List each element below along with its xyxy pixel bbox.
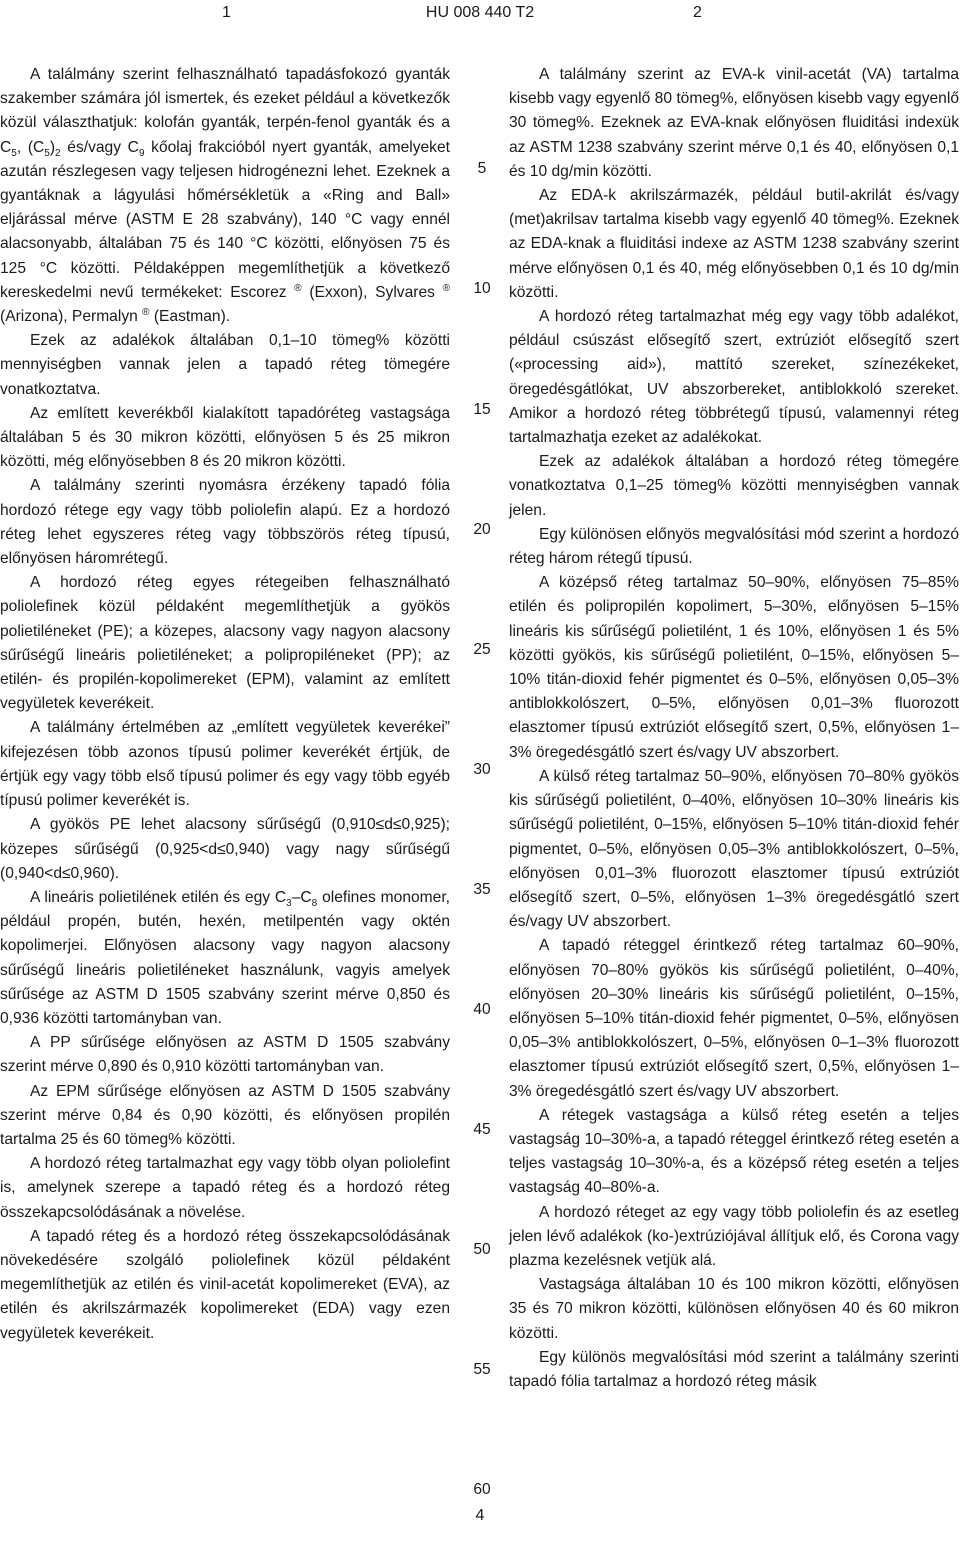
right-column xyxy=(509,63,959,1394)
line-number: 20 xyxy=(473,521,491,538)
paragraph: A rétegek vastagsága a külső réteg esetén a teljes vastagság 10–30%-a, a tapadó réteggel érintkező réteg esetén a teljes vastagság 10–30%-a, és a középső réteg esetén a teljes vastagság 40–80%-a. xyxy=(509,1106,959,1197)
paragraph: Ezek az adalékok általában a hordozó réteg tömegére vonatkoztatva 0,1–25 tömeg% közötti mennyiségben vannak jelen. xyxy=(509,453,959,519)
paragraph: Az EDA-k akrilszármazék, például butil-akrilát és/vagy (met)akrilsav tartalma kisebb vagy egyenlő 40 tömeg%. Ezeknek az EDA-knak a fluiditási indexe az ASTM 1238 szabvány szerint mérve előnyösen 0,1 és 40, még előnyösebben 0,1 és 10 dg/min közötti. xyxy=(509,187,959,301)
paragraph: Az EPM sűrűsége előnyösen az ASTM D 1505 szabvány szerint mérve 0,84 és 0,90 közötti, és előnyösen propilén tartalma 25 és 60 tömeg% közötti. xyxy=(0,1082,450,1148)
line-number: 55 xyxy=(473,1361,491,1378)
line-number: 15 xyxy=(473,401,491,418)
paragraph: Vastagsága általában 10 és 100 mikron közötti, előnyösen 35 és 70 mikron közötti, különösen előnyösen 40 és 60 mikron közötti. xyxy=(509,1276,959,1342)
line-number: 10 xyxy=(473,280,491,297)
paragraph: Az említett keverékből kialakított tapadóréteg vastagsága általában 5 és 30 mikron közötti, előnyösen 5 és 25 mikron közötti, még előnyösebben 8 és 20 mikron közötti. xyxy=(0,404,450,471)
paragraph: A tapadó réteggel érintkező réteg tartalmaz 60–90%, előnyösen 70–80% gyökös kis sűrűségű polietilént, 0–40%, előnyösen 20–30% lineáris kis sűrűségű polietilént, 0–15%, előnyösen 5–10% titán-dioxid fehér pigmentet, 0–5%, előnyösen 0,05–3% antiblokkolószert, 0–5%, előnyösen 0–1–3% fluorozott elasztomer típusú extrúziót elősegítő szert, 0,5%, előnyösen 1–3% öregedésgátló szert és/vagy UV abszorbert. xyxy=(509,937,959,1100)
paragraph: A találmány szerint felhasználható tapadásfokozó gyanták szakember számára jól ismertek, és ezeket például a következők közül választhatjuk: kolofán gyanták, terpén-fenol gyanták és a $C_5$, $(C_5)_2$ és/vagy $C_9$ kőolaj frakcióból nyert gyanták, amelyeket azután részlegesen vagy teljesen hidrogénezni lehet. Ezeknek a gyantáknak a lágyulási hőmérsékletük a «Ring and Ball» eljárással mérve (ASTM E 28 szabvány), 140 °C vagy ennél alacsonyabb, általában 75 és 140 °C közötti, előnyösen 75 és 125 °C közötti. Példaképpen megemlíthetjük a következő kereskedelmi nevű termékeket: Escorez ® (Exxon), Sylvares ® (Arizona), Permalyn ® (Eastman). xyxy=(0,66,450,326)
paragraph: A találmány szerint az EVA-k vinil-acetát (VA) tartalma kisebb vagy egyenlő 80 tömeg%, előnyösen kisebb vagy egyenlő 30 tömeg%. Ezeknek az EVA-knak előnyösen fluiditási indexük az ASTM 1238 szabvány szerint mérve 0,1 és 40, előnyösen 0,1 és 10 dg/min közötti. xyxy=(509,66,959,180)
paragraph: A PP sűrűsége előnyösen az ASTM D 1505 szabvány szerint mérve 0,890 és 0,910 közötti tartományban van. xyxy=(0,1034,450,1076)
paragraph: Egy különös megvalósítási mód szerint a találmány szerinti tapadó fólia tartalmaz a hordozó réteg másik xyxy=(509,1348,959,1390)
line-number: 35 xyxy=(473,881,491,898)
paragraph: A találmány szerinti nyomásra érzékeny tapadó fólia hordozó rétege egy vagy több poliolefin alapú. Ez a hordozó réteg lehet egyszeres réteg vagy többszörös réteg típusú, előnyösen háromrétegű. xyxy=(0,477,450,568)
paragraph: Egy különösen előnyös megvalósítási mód szerint a hordozó réteg három rétegű típusú. xyxy=(509,525,959,568)
paragraph: A tapadó réteg és a hordozó réteg összekapcsolódásának növekedésére szolgáló poliolefinek közül példaként megemlíthetjük az etilén és vinil-acetát kopolimereket (EVA), az etilén és akrilszármazék kopolimereket (EDA) vagy ezen vegyületek keverékeit. xyxy=(0,1227,450,1342)
line-number: 50 xyxy=(473,1241,491,1258)
right-page-number: 2 xyxy=(693,4,702,21)
paragraph: A hordozó réteg tartalmazhat még egy vagy több adalékot, például csúszást elősegítő szert, extrúziót elősegítő szert («processing aid»), mattító szereket, színezékeket, öregedésgátlókat, UV abszorbereket, antiblokkoló szereket. Amikor a hordozó réteg többrétegű típusú, valamennyi réteg tartalmazhatja ezeket az adalékokat. xyxy=(509,308,959,447)
paragraph: A középső réteg tartalmaz 50–90%, előnyösen 75–85% etilén és polipropilén kopolimert, 5–30%, előnyösen 5–15% lineáris kis sűrűségű polietilént, 1 és 10%, előnyösen 1 és 5% közötti gyökös, kis sűrűségű polietilént, 0–15%, előnyösen 5–10% titán-dioxid fehér pigmentet és 0–5%, előnyösen 0,05–3% antiblokkolószert, 0–5%, előnyösen 0,01–3% fluorozott elasztomer típusú extrúziót elősegítő szert, 0,5%, előnyösen 1–3% öregedésgátló szert és/vagy UV abszorbert. xyxy=(509,574,959,761)
document-id: HU 008 440 T2 xyxy=(425,4,535,21)
line-number: 60 xyxy=(473,1481,491,1498)
paragraph: A hordozó réteg egyes rétegeiben felhasználható poliolefinek közül példaként megemlíthetjük a gyökös polietiléneket (PE); a közepes, alacsony vagy nagyon alacsony sűrűségű lineáris polietiléneket; a polipropiléneket (PP); az etilén- és propilén-kopolimereket (EPM), valamint az említett vegyületek keverékeit. xyxy=(0,574,450,713)
line-number: 30 xyxy=(473,761,491,778)
paragraph: A hordozó réteget az egy vagy több poliolefin és az esetleg jelen lévő adalékok (ko-)extrúziójával állítjuk elő, és Corona vagy plazma kezelésnek vetjük alá. xyxy=(509,1203,959,1269)
left-column xyxy=(0,63,450,1346)
line-number: 25 xyxy=(473,641,491,658)
line-number: 45 xyxy=(473,1121,491,1138)
left-page-number: 1 xyxy=(222,4,231,21)
paragraph: A hordozó réteg tartalmazhat egy vagy több olyan poliolefint is, amelynek szerepe a tapadó réteg és a hordozó réteg összekapcsolódásának a növelése. xyxy=(0,1155,450,1221)
line-number: 40 xyxy=(473,1001,491,1018)
paragraph: A lineáris polietilének etilén és egy $C_3-C_8$ olefines monomer, például propén, butén, hexén, metilpentén vagy oktén kopolimerjei. Előnyösen alacsony vagy nagyon alacsony sűrűségű lineáris polietiléneket használunk, vagyis amelyek sűrűsége az ASTM D 1505 szabvány szerint mérve 0,850 és 0,936 közötti tartományban van. xyxy=(0,888,451,1027)
line-number: 5 xyxy=(477,160,487,177)
paragraph: Ezek az adalékok általában 0,1–10 tömeg% közötti mennyiségben vannak jelen a tapadó réteg tömegére vonatkoztatva. xyxy=(0,332,450,398)
paragraph: A találmány értelmében az „említett vegyületek keverékei” kifejezésen több azonos típusú polimer keverékét értjük, de értjük egy vagy több első típusú polimer és egy vagy több egyéb típusú polimer keverékét is. xyxy=(0,719,450,810)
paragraph: A külső réteg tartalmaz 50–90%, előnyösen 70–80% gyökös kis sűrűségű polietilént, 0–40%, előnyösen 10–30% lineáris kis sűrűségű polietilént, 0–15%, előnyösen 5–10% titán-dioxid fehér pigmentet, 0–5%, előnyösen 0,05–3% antiblokkolószert, 0–5%, előnyösen 0,01–3% fluorozott elasztomer típusú extrúziót elősegítő szert, 0–5%, előnyösen 1–3% öregedésgátló szert és/vagy UV abszorbert. xyxy=(509,767,959,931)
page-number: 4 xyxy=(475,1507,485,1524)
paragraph: A gyökös PE lehet alacsony sűrűségű (0,910≤d≤0,925); közepes sűrűségű (0,925<d≤0,940) vagy nagy sűrűségű (0,940<d≤0,960). xyxy=(0,816,450,882)
